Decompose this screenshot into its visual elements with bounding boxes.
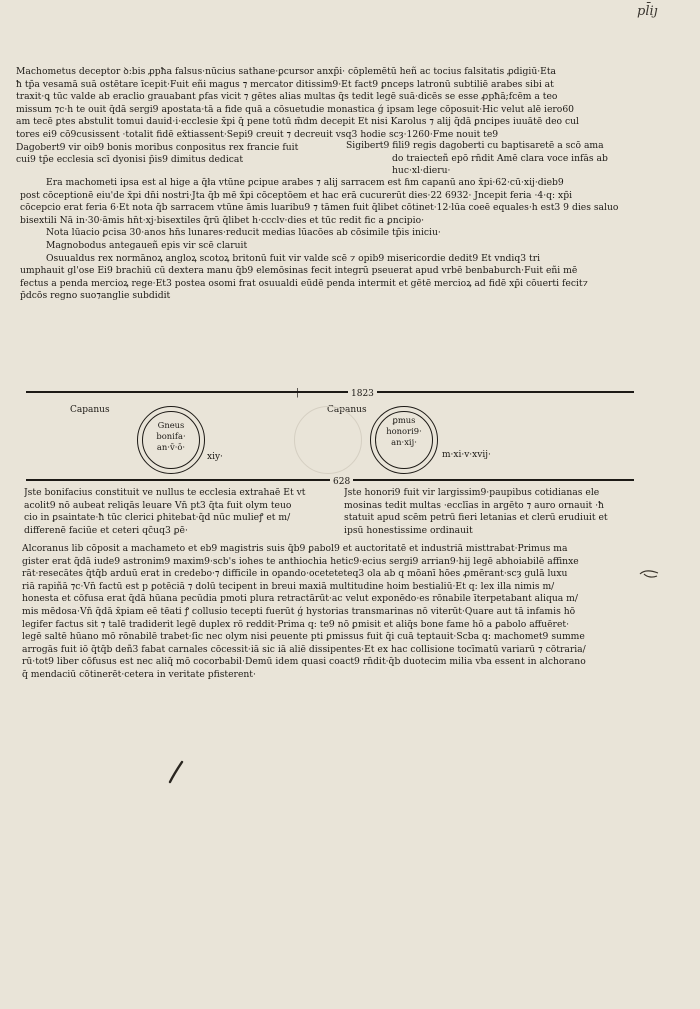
medallion-line: Gneus: [157, 420, 185, 430]
text-line: riā rapiñā ⁊c·Vn̄ factū est p ꝑotēciā ⁊ dolū tecipent in breui maxiā multitudine hoim bestialiū·Et q: lex illa nimis m/: [22, 580, 555, 592]
bonifacius-entry: [24, 487, 334, 537]
text-line: Jste bonifacius constituit ve nullus te ecclesia extrahaē Et vt: [24, 487, 306, 498]
text-line: umphauit gl'ose Ei9 brachiū cū dextera manu q̄b9 elemōsinas fecit integrū pseuerat apud vrbē benbaburch·Fuit eñi mē: [20, 265, 578, 277]
medallion-left-text: [142, 420, 200, 453]
faded-medallion: [294, 406, 362, 474]
medallion-line: bonifa·: [156, 431, 186, 441]
text-line: differenē faciūe et ceteri qc̄uq3 ꝑē·: [24, 524, 188, 536]
ink-stroke-icon: [166, 760, 186, 784]
text-line: am tecē ꝑtes abstulit tomui dauid·i·ecclesie x̄pi q̄ pene totū m̄dm decepit Et nisi Karolus ⁊ alij q̄dā ꝑncipes iuuātē deo cul: [16, 116, 579, 128]
text-line: gister erat q̄dā iude9 astronim9 maxim9·scb's iohes te anthiochia hetic9·ecius sergi9 arrian9·hij legē abhoiabilē affinxe: [22, 555, 579, 567]
folio-number: pl̄iȷ: [637, 4, 658, 19]
text-line: Alcoranus lib cōposit a machameto et eb9 magistris suis q̄b9 ꝑabol9 et auctoritatē et industriā misttrabat·Primus ma: [22, 543, 568, 554]
text-line: mosinas tedit multas ·ecclīas in argēto ⁊ auro ornauit ·ħ: [344, 499, 604, 511]
text-line: Jste honori9 fuit vir largissim9·paupibus cotidianas ele: [344, 487, 600, 498]
sigibertus-note: [346, 140, 630, 178]
text-line: cui9 tp̄e ecclesia scī dyonisi p̄is9 dimitus dedicat: [16, 154, 244, 166]
text-line: Magnobodus antegaueñ epis vir scē claruit: [46, 239, 248, 251]
text-line: ħ tp̄a vesamā suā ostētare īcepit·Fuit eñi magus ⁊ mercator ditissim9·Et fact9 ꝑnceps latronū subtiliē arabes sibi at: [16, 78, 554, 90]
rule-tick: |: [296, 388, 300, 398]
text-line: ipsū honestissime ordinauit: [344, 524, 473, 536]
text-line: fectus a penda mercioꝝ rege·Et3 postea osomi frat̄ osuualdi eūdē penda intermit et gētē mercioꝝ ad fidē xp̄i cōuerti fecit⁊: [20, 277, 588, 289]
text-line: cōcepcio erat feria 6·Et nota q̄b sarracem vtūne āmis luaribu9 ⁊ tāmen fuit q̄libet cōtinet·12·lūa coeē equales·h̄ est3 9 dies saluo: [20, 202, 619, 214]
text-line: p̄dcōs regno suo⁊anglie subdidit: [20, 290, 171, 302]
era-paragraph: [20, 177, 632, 303]
medallion-line: an·v̄·ō·: [156, 442, 186, 452]
medallion-right-text: [375, 415, 433, 448]
column-label-left: Capanus: [70, 405, 110, 415]
medallion-line: honori9·: [386, 426, 422, 436]
years-right: m·xi·v·xvij·: [442, 450, 491, 460]
text-line: tores ei9 cō9cusissent ·totalit̄ fidē ex̄tiassent·Sepi9 creuit ⁊ decreuit vsq3 hodie scȝ·1260·Fme nouit te9: [16, 128, 499, 140]
text-line: Machometus deceptor ꝺ:bis ꝓpħa falsus·nūcius sathane·ꝑcursor anxp̄i· cōplemētū heñ ac tocius falsitatis ꝓdigiū·Eta: [16, 66, 557, 77]
text-line: huc·xl·dieru·: [392, 165, 451, 177]
text-line: do traiecteñ epō rn̄dit Amē clara voce infās ab: [392, 152, 608, 164]
text-line: mis mēdosa·Vn̄ q̄dā x̄piam eē tēati ꝭ collusio tecepti fuerūt ǵ hystorias transmarinas nō viterūt·Quare aut tā infamis hō: [22, 605, 576, 617]
alcoranus-paragraph: [22, 543, 634, 682]
text-line: Sigibert9 fili9 regis dagoberti cu baptisaretē a scō ama: [346, 140, 604, 151]
text-line: honesta et cōfusa erat q̄dā hūana pecūdia pmoti plura retractārūt·ac velut exponēdo·es rōnabile īterpetabant aliqua m/: [22, 593, 578, 605]
timeline-top-rule: [26, 391, 634, 393]
text-line: post cōceptionē eiu'de x̄pi dn̄i nostri·Jta q̄b mē x̄pi cōceptōem et hac erā cucurerūt dies·22 6932· Jncepit feria ·4·q: xp̄i: [20, 189, 573, 201]
text-line: cio in ꝑsaintate·ħ tūc clerici ꝑhitebat·q̄d nūc mulieꝭ et m/: [24, 512, 291, 524]
text-line: rāt·resecātes q̄tq̄b arduū erat in credebo·⁊ difficile in opando·oceteteteq3 ola ab q mōanī hōes ꝓmērant·scȝ gulā luxu: [22, 568, 568, 580]
years-left: xiy·: [207, 452, 223, 462]
text-line: Dagobert9 vir oib9 bonis moribus conpositus rex francie fuit: [16, 141, 299, 153]
medallion-line: ꝑmus: [392, 415, 416, 425]
text-line: acolit9 nō aubeat reliqās leuare Vn̄ pt3 q̄ta fuit olym teuo: [24, 499, 292, 511]
text-line: legē saltē hūano mō rōnabilē trabet·ſic nec olym nisi ꝑeuente pti ꝑmissus fuit q̄i cuā teptauit·Scba q: machomet9 summe: [22, 631, 585, 643]
text-line: traxit·ꝗ tūc valde ab eraclio grauabant ꝑfas vicit ⁊ gētes alias multas q̄s tedit legē suā·dicēs se esse ꝓpħā;fcēm a teo: [16, 91, 558, 103]
text-line: q̄ mendaciū cōtinerēt·cetera in veritate pfisterent·: [22, 668, 256, 680]
column-label-right: Capanus: [327, 405, 367, 415]
text-line: legifer factus sit ⁊ talē tradiderit legē duplex rō reddit·Prima q: te9 nō ꝑmisit et aliq̄s bone fame hō a ꝑabolo affuēret·: [22, 618, 569, 630]
year-label-bottom: 628: [330, 477, 353, 487]
text-line: missum ⁊c·h̄ te ouit q̄dā sergi9 apostata·tā a fide quā a cōsuetudie monastica ǵ ipsam lege cōposuit·Hic velut alē iero60: [16, 103, 575, 115]
honorius-entry: [344, 487, 634, 537]
text-line: bisextili Nā in·30·āmis hn̄t·xj·bisextiles q̄rū q̄libet h̄·ccclv·dies et tūc redit fic a ꝑncipio·: [20, 214, 425, 226]
text-line: statuit apud scēm petrū fieri letanias et clerū erudiuit et: [344, 512, 608, 524]
text-line: rū·tot9 liber cōfusus est nec aliq̄ mō cocorbabil·Demū idem quasi coact9 rn̄dit·q̄b duotecim milia vba essent in alchorano: [22, 656, 586, 668]
medallion-line: an·xij·: [391, 437, 417, 447]
text-line: Osuualdus rex normānoꝝ angloꝝ scotoꝝ britonū fuit vir valde scē ⁊ opib9 misericordie dedit9 Et vndiq3 tri: [46, 252, 541, 264]
text-line: Era machometi ipsa est al hige a q̄ła vtūne ꝑcipue arabes ⁊ alij sarracem est ɦm capanū ano x̄pi·62·cū·xij·dieb9: [46, 177, 564, 188]
text-line: arrogās fuit iō q̄tq̄b deñ3 fabat carnales cōcessit·iā sic iā aliē dissipentes·Et ex hac collisione tocīmatū variarū ⁊ cōtraria/: [22, 643, 586, 655]
year-label-top: 1823: [348, 389, 377, 399]
manicule-icon: [638, 566, 660, 582]
text-line: Nota lūacio ꝑcisa 30·anos hn̄s lunares·reducit medias lūacōes ab cōsimile tp̄is iniciu·: [46, 227, 441, 239]
